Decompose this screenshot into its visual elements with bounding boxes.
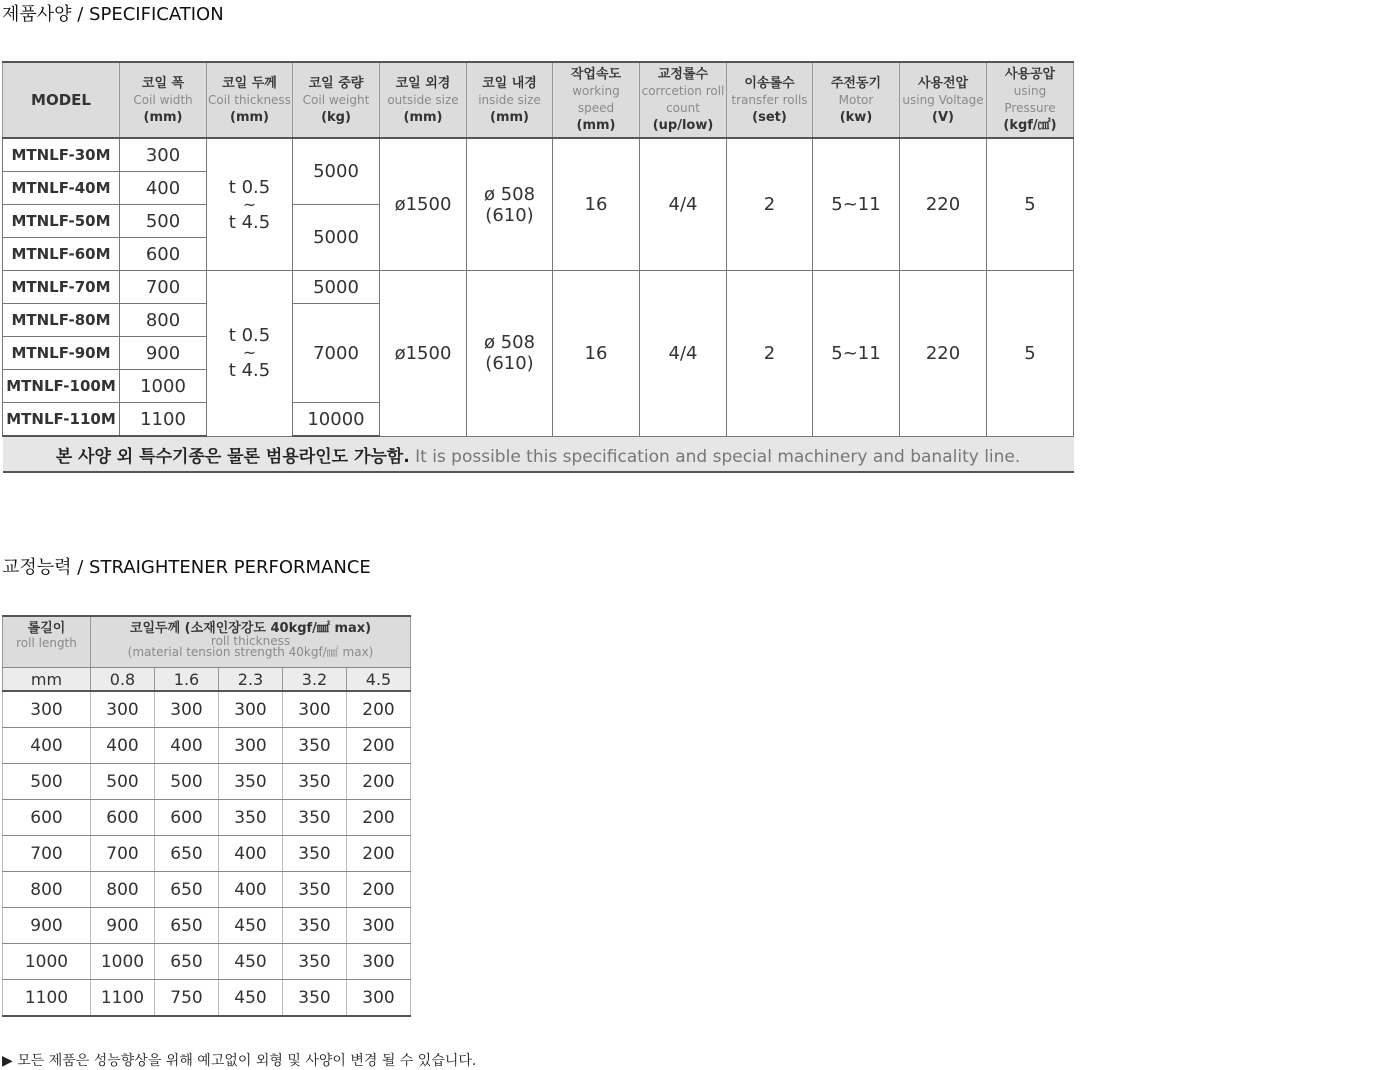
spec-header-cell: 작업속도 working speed (mm) [553, 62, 640, 138]
capacity-cell: 300 [155, 691, 219, 728]
footnote: ▶ 모든 제품은 성능향상을 위해 예고없이 외형 및 사양이 변경 될 수 있습니다. [2, 1053, 477, 1069]
unit-cell: 2.3 [219, 668, 283, 692]
model-cell: MTNLF-30M [3, 138, 120, 172]
width-cell: 300 [120, 138, 207, 172]
straightener-table [2, 615, 411, 1017]
width-cell: 600 [120, 238, 207, 271]
capacity-cell: 350 [283, 800, 347, 836]
model-cell: MTNLF-110M [3, 403, 120, 437]
transfer-cell: 2 [727, 271, 813, 437]
model-cell: MTNLF-70M [3, 271, 120, 304]
spec-header-cell: 사용전압 using Voltage (V) [900, 62, 987, 138]
capacity-cell: 700 [91, 836, 155, 872]
width-cell: 500 [120, 205, 207, 238]
spec-section-title: 제품사양 / SPECIFICATION [2, 4, 224, 25]
capacity-cell: 1100 [91, 980, 155, 1017]
weight-cell: 5000 [293, 138, 380, 205]
thickness-cell: t 0.5 ~ t 4.5 [207, 271, 293, 437]
capacity-cell: 350 [219, 800, 283, 836]
capacity-cell: 650 [155, 872, 219, 908]
voltage-cell: 220 [900, 138, 987, 271]
width-cell: 1000 [120, 370, 207, 403]
perf-row [3, 980, 411, 1017]
capacity-cell: 300 [219, 728, 283, 764]
perf-header-roll-length: 롤길이 roll length [3, 616, 91, 668]
capacity-cell: 650 [155, 836, 219, 872]
capacity-cell: 450 [219, 908, 283, 944]
capacity-cell: 350 [219, 764, 283, 800]
capacity-cell: 900 [91, 908, 155, 944]
model-cell: MTNLF-90M [3, 337, 120, 370]
roll-length-cell: 1000 [3, 944, 91, 980]
capacity-cell: 200 [347, 836, 411, 872]
capacity-cell: 200 [347, 800, 411, 836]
model-cell: MTNLF-80M [3, 304, 120, 337]
roll-length-cell: 1100 [3, 980, 91, 1017]
roll-length-cell: 800 [3, 872, 91, 908]
unit-cell: 1.6 [155, 668, 219, 692]
outside-cell: ø1500 [380, 138, 467, 271]
spec-header-cell: 이송롤수 transfer rolls (set) [727, 62, 813, 138]
capacity-cell: 200 [347, 728, 411, 764]
capacity-cell: 800 [91, 872, 155, 908]
capacity-cell: 650 [155, 908, 219, 944]
perf-header-thickness: 코일두께 (소재인장강도 40kgf/㎟ max) roll thickness (material tension strength 40kgf/㎟ max) [91, 616, 411, 668]
unit-cell: 4.5 [347, 668, 411, 692]
capacity-cell: 350 [283, 872, 347, 908]
perf-row [3, 764, 411, 800]
speed-cell: 16 [553, 271, 640, 437]
capacity-cell: 500 [91, 764, 155, 800]
perf-row [3, 728, 411, 764]
spec-note-ko: 본 사양 외 특수기종은 물론 범용라인도 가능함. [55, 446, 410, 467]
perf-header-row [3, 616, 411, 668]
capacity-cell: 450 [219, 944, 283, 980]
spec-header-cell: 코일 외경 outside size (mm) [380, 62, 467, 138]
inside-cell: ø 508 (610) [467, 271, 553, 437]
thickness-cell: t 0.5 ~ t 4.5 [207, 138, 293, 271]
capacity-cell: 300 [219, 691, 283, 728]
perf-section-title: 교정능력 / STRAIGHTENER PERFORMANCE [2, 557, 371, 578]
capacity-cell: 1000 [91, 944, 155, 980]
width-cell: 800 [120, 304, 207, 337]
capacity-cell: 350 [283, 944, 347, 980]
capacity-cell: 600 [91, 800, 155, 836]
perf-row [3, 872, 411, 908]
inside-cell: ø 508 (610) [467, 138, 553, 271]
spec-header-cell: 사용공압 using Pressure (kgf/㎠) [987, 62, 1074, 138]
specification-table [2, 61, 1074, 473]
width-cell: 1100 [120, 403, 207, 437]
spec-header-cell: 코일 두께 Coil thickness (mm) [207, 62, 293, 138]
capacity-cell: 400 [219, 872, 283, 908]
model-cell: MTNLF-60M [3, 238, 120, 271]
capacity-cell: 400 [155, 728, 219, 764]
weight-cell: 5000 [293, 205, 380, 271]
capacity-cell: 200 [347, 764, 411, 800]
motor-cell: 5~11 [813, 138, 900, 271]
model-cell: MTNLF-100M [3, 370, 120, 403]
width-cell: 900 [120, 337, 207, 370]
spec-header-cell: 교정롤수 corrcetion roll count (up/low) [640, 62, 727, 138]
capacity-cell: 750 [155, 980, 219, 1017]
spec-header-cell: 코일 폭 Coil width (mm) [120, 62, 207, 138]
capacity-cell: 350 [283, 764, 347, 800]
rolls-cell: 4/4 [640, 271, 727, 437]
capacity-cell: 350 [283, 908, 347, 944]
capacity-cell: 650 [155, 944, 219, 980]
width-cell: 400 [120, 172, 207, 205]
voltage-cell: 220 [900, 271, 987, 437]
perf-row [3, 908, 411, 944]
unit-cell: 0.8 [91, 668, 155, 692]
pressure-cell: 5 [987, 138, 1074, 271]
spec-note-row [3, 436, 1074, 472]
spec-header-cell: 주전동기 Motor (kw) [813, 62, 900, 138]
roll-length-cell: 400 [3, 728, 91, 764]
unit-cell: mm [3, 668, 91, 692]
perf-row [3, 944, 411, 980]
perf-units-row [3, 668, 411, 692]
perf-row [3, 836, 411, 872]
roll-length-cell: 900 [3, 908, 91, 944]
roll-length-cell: 600 [3, 800, 91, 836]
capacity-cell: 400 [91, 728, 155, 764]
speed-cell: 16 [553, 138, 640, 271]
capacity-cell: 200 [347, 691, 411, 728]
spec-note [3, 436, 1074, 472]
capacity-cell: 350 [283, 980, 347, 1017]
weight-cell: 10000 [293, 403, 380, 437]
spec-header-cell: 코일 중량 Coil weight (kg) [293, 62, 380, 138]
spec-note-en: It is possible this specification and special machinery and banality line. [415, 446, 1021, 467]
capacity-cell: 350 [283, 836, 347, 872]
spec-row [3, 271, 1074, 304]
capacity-cell: 400 [219, 836, 283, 872]
weight-cell: 5000 [293, 271, 380, 304]
spec-header-model: MODEL [3, 62, 120, 138]
rolls-cell: 4/4 [640, 138, 727, 271]
pressure-cell: 5 [987, 271, 1074, 437]
capacity-cell: 350 [283, 728, 347, 764]
spec-row [3, 138, 1074, 172]
spec-header-row [3, 62, 1074, 138]
width-cell: 700 [120, 271, 207, 304]
capacity-cell: 300 [347, 944, 411, 980]
capacity-cell: 500 [155, 764, 219, 800]
capacity-cell: 600 [155, 800, 219, 836]
perf-row [3, 691, 411, 728]
capacity-cell: 300 [347, 980, 411, 1017]
model-cell: MTNLF-40M [3, 172, 120, 205]
capacity-cell: 450 [219, 980, 283, 1017]
capacity-cell: 300 [91, 691, 155, 728]
capacity-cell: 300 [347, 908, 411, 944]
motor-cell: 5~11 [813, 271, 900, 437]
roll-length-cell: 300 [3, 691, 91, 728]
capacity-cell: 300 [283, 691, 347, 728]
weight-cell: 7000 [293, 304, 380, 403]
transfer-cell: 2 [727, 138, 813, 271]
perf-row [3, 800, 411, 836]
model-cell: MTNLF-50M [3, 205, 120, 238]
capacity-cell: 200 [347, 872, 411, 908]
roll-length-cell: 500 [3, 764, 91, 800]
outside-cell: ø1500 [380, 271, 467, 437]
roll-length-cell: 700 [3, 836, 91, 872]
unit-cell: 3.2 [283, 668, 347, 692]
spec-header-cell: 코일 내경 inside size (mm) [467, 62, 553, 138]
